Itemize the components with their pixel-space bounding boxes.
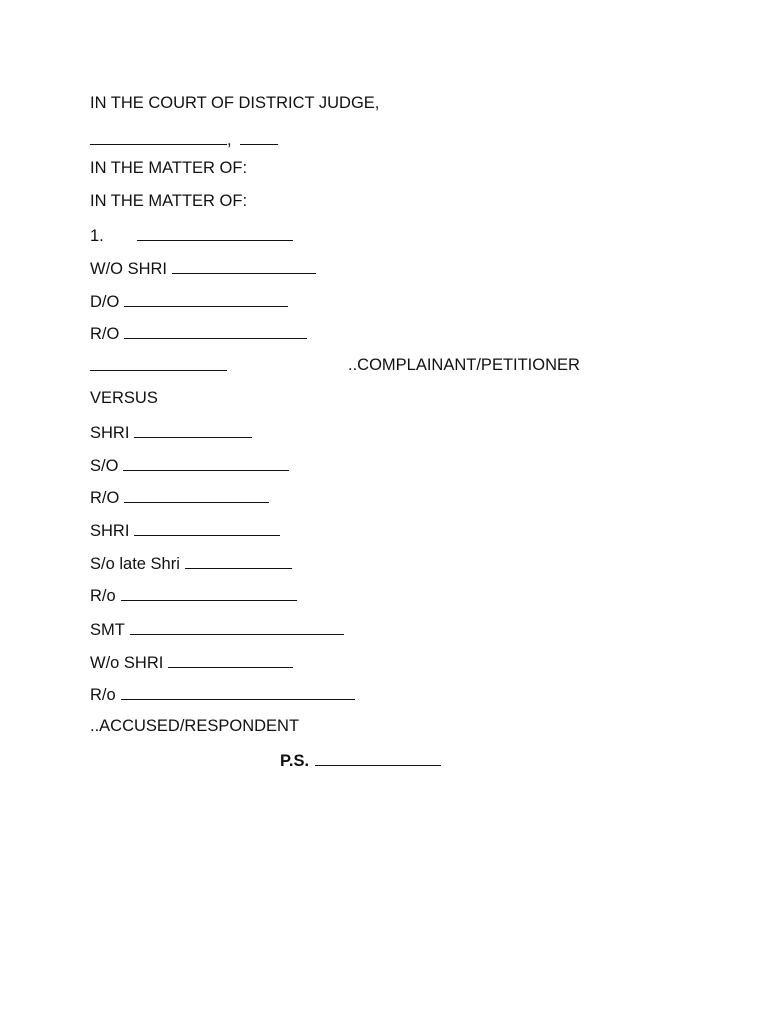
matter-line-1 <box>90 157 247 179</box>
accused-ro-2-label: R/o <box>90 587 116 605</box>
court-heading-line <box>90 92 379 114</box>
accused-so-late-blank <box>185 552 292 569</box>
complainant-role-wrap <box>348 354 580 376</box>
complainant-extra-blank <box>90 354 227 371</box>
complainant-wo-label: W/O SHRI <box>90 260 167 278</box>
accused-shri-2-blank <box>134 519 280 536</box>
complainant-do-line <box>90 290 288 312</box>
complainant-wo-blank <box>172 257 316 274</box>
police-station-line <box>280 749 441 771</box>
court-heading: IN THE COURT OF DISTRICT JUDGE, <box>90 94 380 112</box>
complainant-name-blank <box>137 224 293 241</box>
accused-wo-label: W/o SHRI <box>90 654 164 672</box>
accused-ro-1-line <box>90 486 269 508</box>
court-place-blank <box>90 128 227 145</box>
accused-smt-line <box>90 618 344 640</box>
accused-shri-2-line <box>90 519 280 541</box>
complainant-role-label: ..COMPLAINANT/PETITIONER <box>348 356 580 374</box>
accused-shri-1-blank <box>134 421 252 438</box>
court-place-line <box>90 128 278 150</box>
complainant-ro-label: R/O <box>90 325 120 343</box>
complainant-do-label: D/O <box>90 293 120 311</box>
accused-role-line <box>90 715 299 737</box>
complainant-ro-blank <box>124 322 307 339</box>
matter-heading-2: IN THE MATTER OF: <box>90 192 248 210</box>
accused-smt-blank <box>130 618 344 635</box>
accused-shri-2-label: SHRI <box>90 522 130 540</box>
accused-so-blank <box>123 454 289 471</box>
item-number: 1. <box>90 227 104 245</box>
accused-ro-3-blank <box>121 683 355 700</box>
accused-so-label: S/O <box>90 457 119 475</box>
accused-shri-1-label: SHRI <box>90 424 130 442</box>
accused-so-late-line <box>90 552 292 574</box>
place-separator: , <box>227 131 232 149</box>
matter-line-2 <box>90 190 247 212</box>
accused-ro-2-line <box>90 584 297 606</box>
accused-smt-label: SMT <box>90 621 125 639</box>
complainant-role-line <box>90 354 227 376</box>
accused-ro-3-line <box>90 683 355 705</box>
complainant-do-blank <box>124 290 288 307</box>
police-station-blank <box>315 749 441 766</box>
accused-shri-1-line <box>90 421 252 443</box>
accused-ro-3-label: R/o <box>90 686 116 704</box>
complainant-name-line <box>90 224 293 246</box>
accused-ro-2-blank <box>121 584 297 601</box>
versus-line <box>90 387 158 409</box>
matter-heading-1: IN THE MATTER OF: <box>90 159 248 177</box>
accused-wo-line <box>90 651 293 673</box>
accused-ro-1-blank <box>124 486 269 503</box>
accused-role-label: ..ACCUSED/RESPONDENT <box>90 717 300 735</box>
complainant-ro-line <box>90 322 307 344</box>
court-year-blank <box>240 128 278 145</box>
accused-so-late-label: S/o late Shri <box>90 555 180 573</box>
complainant-wo-line <box>90 257 316 279</box>
accused-ro-1-label: R/O <box>90 489 120 507</box>
police-station-label: P.S. <box>280 752 310 770</box>
accused-so-line <box>90 454 289 476</box>
accused-wo-blank <box>168 651 293 668</box>
versus-label: VERSUS <box>90 389 158 407</box>
